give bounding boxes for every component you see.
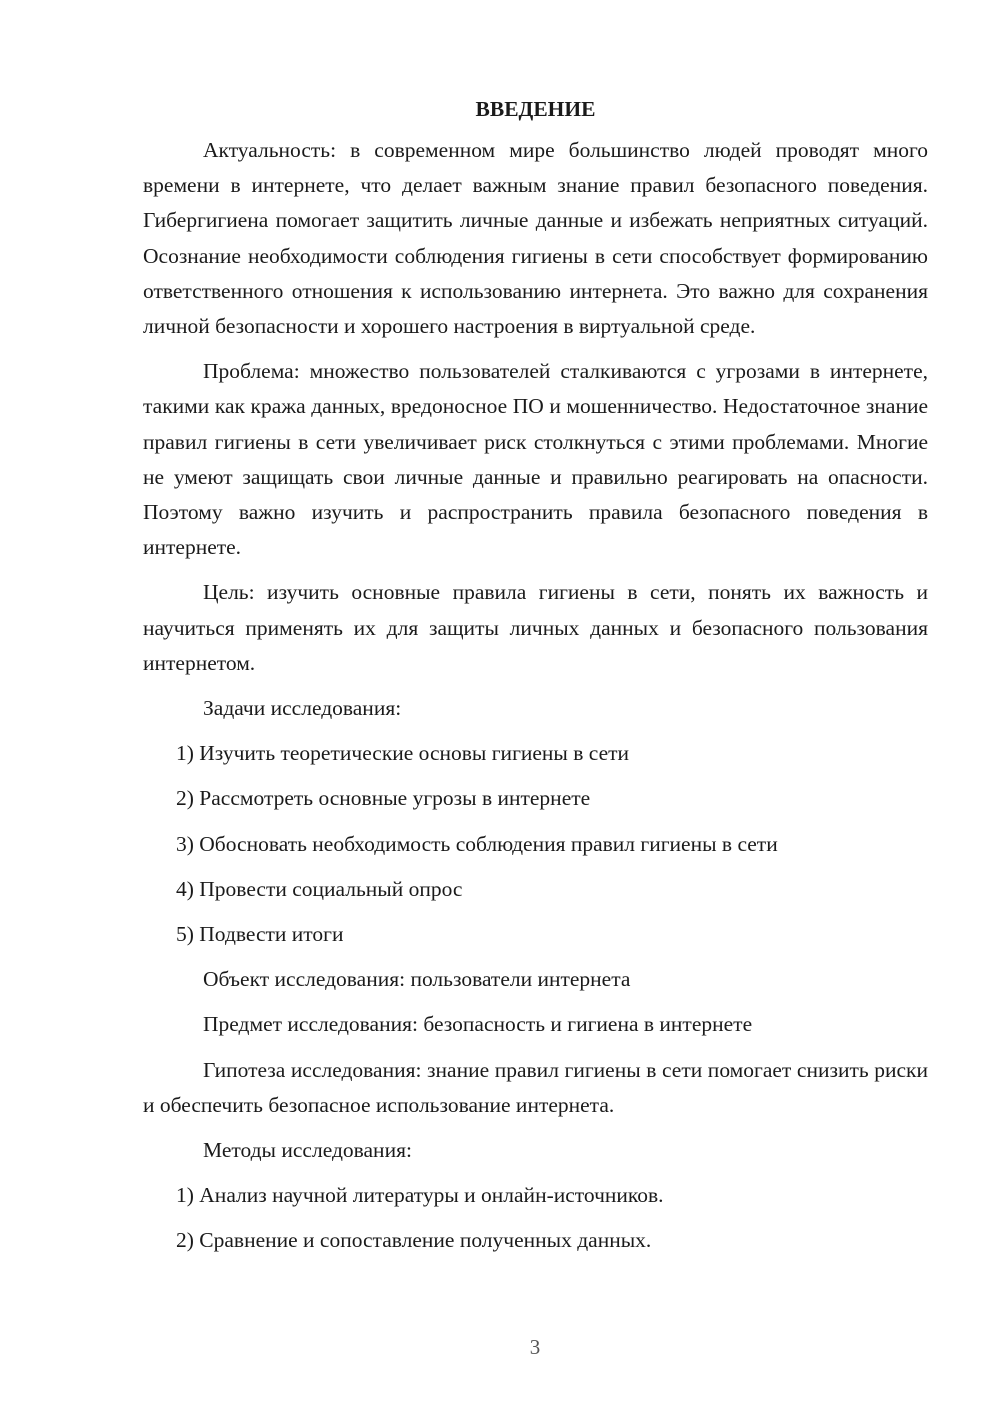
goal-paragraph: Цель: изучить основные правила гигиены в сети, понять их важность и научиться применять их для защиты личных данных и безопасного пользования интернетом. (143, 580, 928, 675)
object-line: Объект исследования: пользователи интернета (203, 967, 631, 992)
list-item: 2) Рассмотреть основные угрозы в интернете (176, 786, 591, 811)
list-item: 1) Изучить теоретические основы гигиены в сети (176, 741, 630, 766)
list-item: 1) Анализ научной литературы и онлайн-источников. (176, 1183, 664, 1208)
page-content (143, 92, 928, 1269)
tasks-heading: Задачи исследования: (203, 696, 402, 721)
subject-line: Предмет исследования: безопасность и гигиена в интернете (203, 1012, 753, 1037)
page-number: 3 (529, 1335, 541, 1359)
methods-heading: Методы исследования: (203, 1138, 412, 1163)
list-item: 4) Провести социальный опрос (176, 876, 463, 901)
list-item: 3) Обосновать необходимость соблюдения правил гигиены в сети (176, 831, 778, 856)
list-item: 5) Подвести итоги (176, 922, 344, 947)
tasks-list (143, 736, 928, 952)
problem-paragraph: Проблема: множество пользователей сталкиваются с угрозами в интернете, такими как кража данных, вредоносное ПО и мошенничество. Недостаточное знание правил гигиены в сети увеличивает риск столкнуться с этими проблемами. Многие не умеют защищать свои личные данные и правильно реагировать на опасности. Поэтому важно изучить и распространить правила безопасного поведения в интернете. (143, 359, 928, 560)
methods-list (143, 1178, 928, 1258)
hypothesis-paragraph: Гипотеза исследования: знание правил гигиены в сети помогает снизить риски и обеспечить безопасное использование интернета. (143, 1057, 928, 1117)
relevance-paragraph: Актуальность: в современном мире большинство людей проводят много времени в интернете, что делает важным знание правил безопасного поведения. Гибергигиена помогает защитить личные данные и избежать неприятных ситуаций. Осознание необходимости соблюдения гигиены в сети способствует формированию ответственного отношения к использованию интернета. Это важно для сохранения личной безопасности и хорошего настроения в виртуальной среде. (143, 138, 928, 339)
page-title: ВВЕДЕНИЕ (475, 97, 596, 121)
list-item: 2) Сравнение и сопоставление полученных данных. (176, 1228, 652, 1253)
